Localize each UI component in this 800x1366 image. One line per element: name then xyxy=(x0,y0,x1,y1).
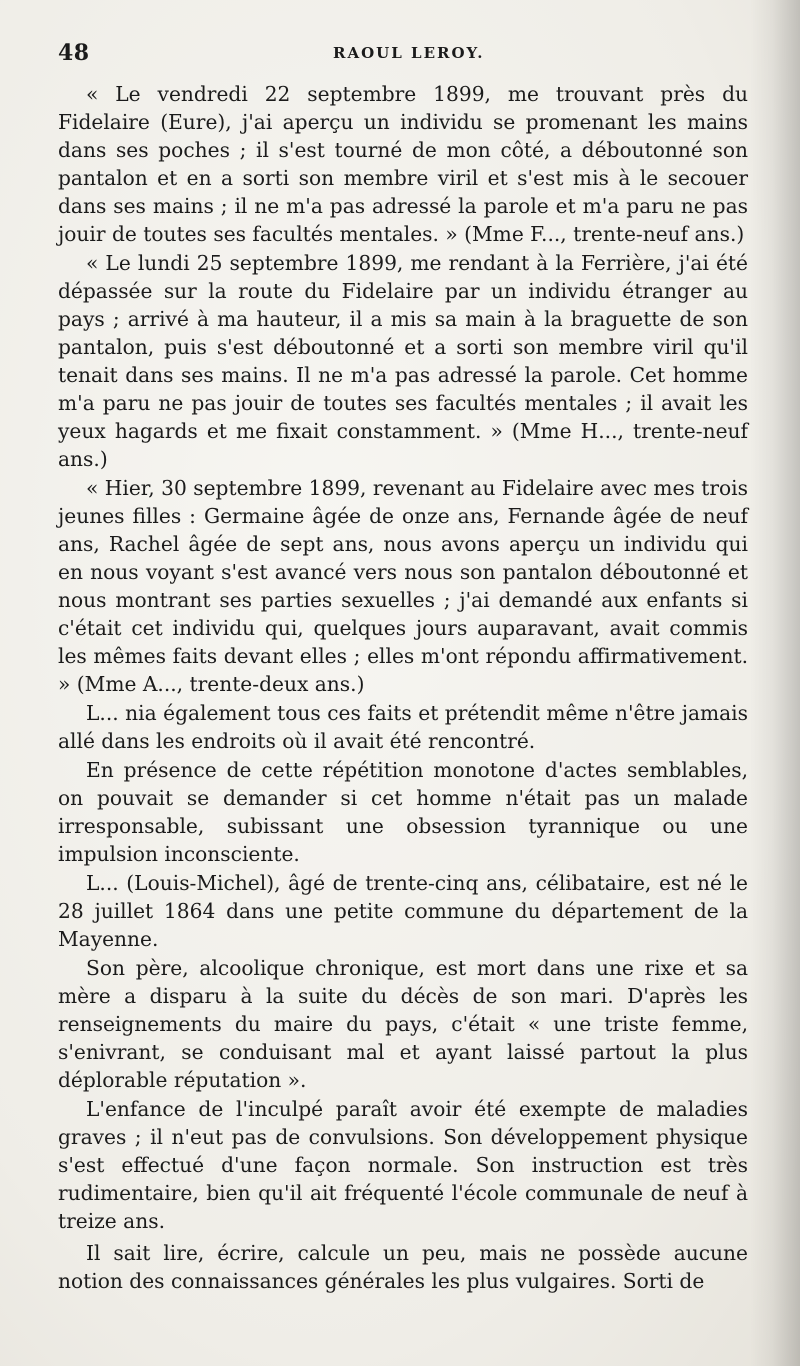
page-number: 48 xyxy=(58,40,90,66)
paragraph: Son père, alcoolique chronique, est mort dans une rixe et sa mère a disparu à la suite du décès de son mari. D'après les renseignements du maire du pays, c'était « une triste femme, s'enivrant, se conduisant mal et ayant laissé partout la plus déplorable réputation ». xyxy=(58,956,748,1092)
page-header xyxy=(58,40,748,72)
paragraph: L... (Louis-Michel), âgé de trente-cinq ans, célibataire, est né le 28 juillet 1864 dans une petite commune du département de la Mayenne. xyxy=(58,871,748,951)
paragraph: « Le vendredi 22 septembre 1899, me trouvant près du Fidelaire (Eure), j'ai aperçu un individu se promenant les mains dans ses poches ; il s'est tourné de mon côté, a déboutonné son pantalon et en a sorti son membre viril et s'est mis à le secouer dans ses mains ; il ne m'a pas adressé la parole et m'a paru ne pas jouir de toutes ses facultés mentales. » (Mme F..., trente-neuf ans.) xyxy=(58,82,748,246)
body-text xyxy=(58,80,748,1296)
paragraph: L'enfance de l'inculpé paraît avoir été exempte de maladies graves ; il n'eut pas de convulsions. Son développement physique s'est effectué d'une façon normale. Son instruction est très rudimentaire, bien qu'il ait fréquenté l'école communale de neuf à treize ans. xyxy=(58,1097,748,1233)
paragraph: Il sait lire, écrire, calcule un peu, mais ne possède aucune notion des connaissances générales les plus vulgaires. Sorti de xyxy=(58,1241,748,1293)
paragraph: L... nia également tous ces faits et prétendit même n'être jamais allé dans les endroits où il avait été rencontré. xyxy=(58,701,748,753)
paragraph: « Le lundi 25 septembre 1899, me rendant à la Ferrière, j'ai été dépassée sur la route du Fidelaire par un individu étranger au pays ; arrivé à ma hauteur, il a mis sa main à la braguette de son pantalon, puis s'est déboutonné et a sorti son membre viril qu'il tenait dans ses mains. Il ne m'a pas adressé la parole. Cet homme m'a paru ne pas jouir de toutes ses facultés mentales ; il avait les yeux hagards et me fixait constamment. » (Mme H..., trente-neuf ans.) xyxy=(58,251,748,471)
paragraph: En présence de cette répétition monotone d'actes semblables, on pouvait se demander si cet homme n'était pas un malade irresponsable, subissant une obsession tyrannique ou une impulsion inconsciente. xyxy=(58,758,748,866)
running-head: RAOUL LEROY. xyxy=(333,44,485,62)
paragraph: « Hier, 30 septembre 1899, revenant au Fidelaire avec mes trois jeunes filles : Germaine âgée de onze ans, Fernande âgée de neuf ans, Rachel âgée de sept ans, nous avons aperçu un individu qui en nous voyant s'est avancé vers nous son pantalon déboutonné et nous montrant ses parties sexuelles ; j'ai demandé aux enfants si c'était cet individu qui, quelques jours auparavant, avait commis les mêmes faits devant elles ; elles m'ont répondu affirmativement. » (Mme A..., trente-deux ans.) xyxy=(58,476,748,696)
page-edge-shadow xyxy=(750,0,800,1366)
